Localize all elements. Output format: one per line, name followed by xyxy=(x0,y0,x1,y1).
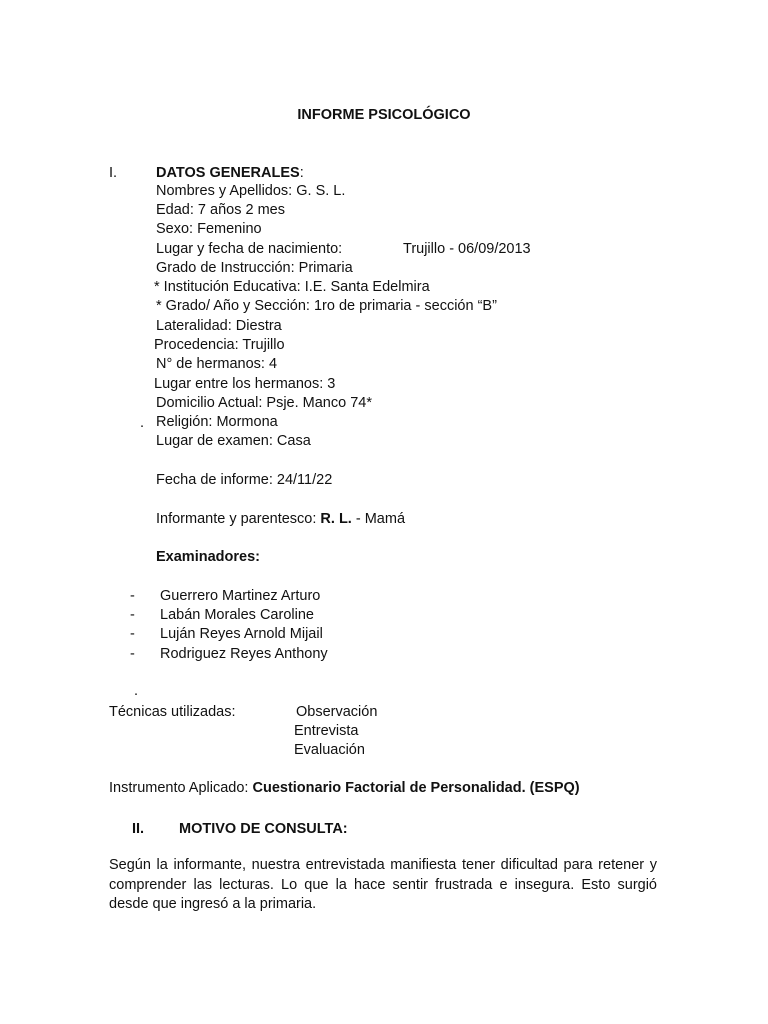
field-lugar-examen: Lugar de examen: Casa xyxy=(156,433,311,449)
informante-name: R. L. xyxy=(320,511,352,527)
section-1-heading-text: DATOS GENERALES xyxy=(156,165,300,181)
field-institucion: * Institución Educativa: I.E. Santa Edelmira xyxy=(154,279,430,295)
field-domicilio: Domicilio Actual: Psje. Manco 74* xyxy=(156,395,372,411)
tecnica-item: Observación xyxy=(296,704,378,720)
field-grado-instruccion: Grado de Instrucción: Primaria xyxy=(156,260,353,276)
tecnicas-label: Técnicas utilizadas: xyxy=(109,704,236,720)
section-1-heading xyxy=(156,164,304,182)
motivo-paragraph: Según la informante, nuestra entrevistada manifiesta tener dificultad para retener y comprender las lecturas. Lo que la hace sentir frustrada e insegura. Esto surgió desde que ingresó a la primaria. xyxy=(109,857,657,912)
list-bullet: - xyxy=(130,626,135,642)
field-hermanos: N° de hermanos: 4 xyxy=(156,356,278,372)
informante-label: Informante y parentesco: xyxy=(156,511,321,527)
section-2-heading: MOTIVO DE CONSULTA: xyxy=(179,821,348,837)
section-1-number: I. xyxy=(109,165,118,181)
section-1-heading-colon: : xyxy=(299,165,304,181)
list-item: Rodriguez Reyes Anthony xyxy=(160,646,328,662)
field-sexo: Sexo: Femenino xyxy=(156,221,262,237)
field-lugar-fecha-value: Trujillo - 06/09/2013 xyxy=(403,241,531,257)
instrumento-label: Instrumento Aplicado: xyxy=(109,780,253,796)
field-procedencia: Procedencia: Trujillo xyxy=(154,337,285,353)
list-item: Guerrero Martinez Arturo xyxy=(160,588,321,604)
field-grado-seccion: * Grado/ Año y Sección: 1ro de primaria - sección “B” xyxy=(156,298,497,314)
stray-dot: . xyxy=(134,683,139,699)
field-fecha-informe: Fecha de informe: 24/11/22 xyxy=(156,472,333,488)
instrumento-line xyxy=(109,779,580,797)
field-lateralidad: Lateralidad: Diestra xyxy=(156,318,282,334)
tecnica-item: Entrevista xyxy=(294,723,359,739)
report-title: INFORME PSICOLÓGICO xyxy=(297,107,471,123)
instrumento-value: Cuestionario Factorial de Personalidad. (ESPQ) xyxy=(252,780,580,796)
list-item: Luján Reyes Arnold Mijail xyxy=(160,626,323,642)
field-lugar-fecha-label: Lugar y fecha de nacimiento: xyxy=(156,241,343,257)
religion-marker: . xyxy=(140,415,145,431)
field-nombres: Nombres y Apellidos: G. S. L. xyxy=(156,183,346,199)
list-bullet: - xyxy=(130,607,135,623)
field-edad: Edad: 7 años 2 mes xyxy=(156,202,285,218)
list-item: Labán Morales Caroline xyxy=(160,607,314,623)
list-bullet: - xyxy=(130,588,135,604)
field-informante xyxy=(156,510,405,528)
tecnica-item: Evaluación xyxy=(294,742,365,758)
list-bullet: - xyxy=(130,646,135,662)
informante-relation: - Mamá xyxy=(351,511,406,527)
section-2-number: II. xyxy=(132,821,145,837)
field-lugar-hermanos: Lugar entre los hermanos: 3 xyxy=(154,376,336,392)
field-religion: Religión: Mormona xyxy=(156,414,278,430)
examinadores-heading: Examinadores: xyxy=(156,549,260,565)
